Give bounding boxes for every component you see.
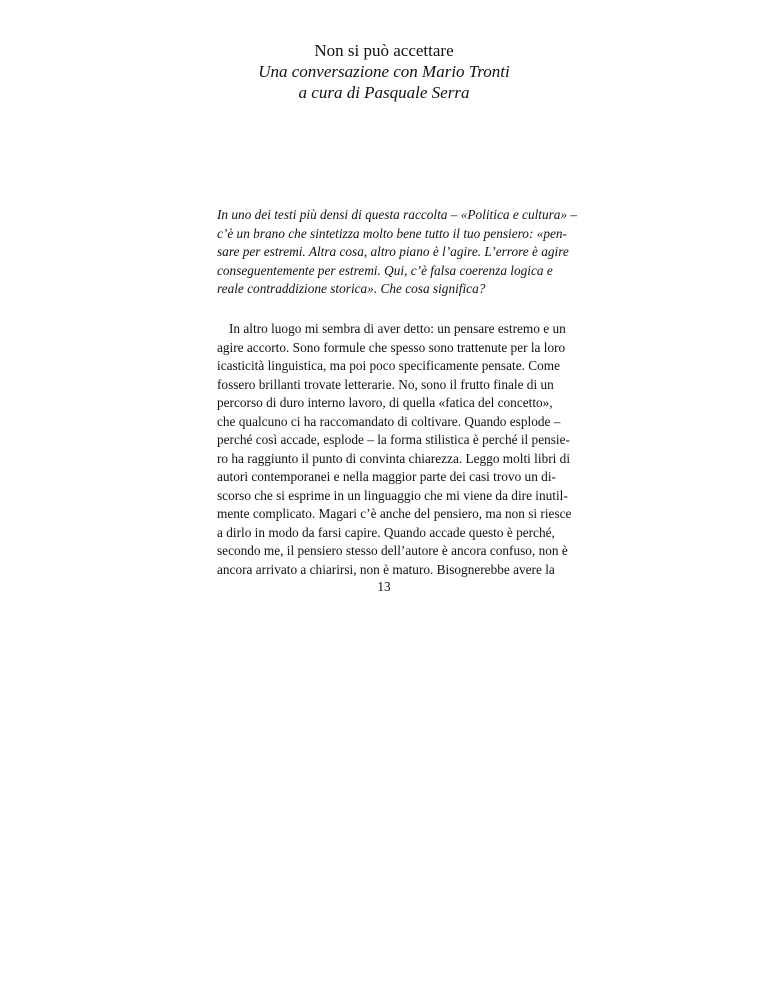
page-number: 13 — [377, 579, 391, 594]
question-line: In uno dei testi più densi di questa raccolta – «Politica e cultura» – — [217, 207, 578, 222]
answer-line: ro ha raggiunto il punto di convinta chiarezza. Leggo molti libri di — [217, 450, 571, 466]
answer-line: ancora arrivato a chiarirsi, non è maturo. Bisognerebbe avere la — [217, 561, 555, 577]
answer-line: che qualcuno ci ha raccomandato di coltivare. Quando esplode – — [217, 413, 561, 429]
interview-answer — [217, 320, 572, 579]
answer-line: percorso di duro interno lavoro, di quella «fatica del concetto», — [217, 395, 553, 410]
interview-question — [217, 206, 578, 299]
answer-line: mente complicato. Magari c’è anche del pensiero, ma non si riesce — [217, 506, 572, 521]
answer-line: scorso che si esprime in un linguaggio che mi viene da dire inutil- — [217, 487, 568, 503]
chapter-title: Non si può accettare — [314, 41, 454, 60]
question-line: conseguentemente per estremi. Qui, c’è falsa coerenza logica e — [217, 262, 553, 278]
chapter-subtitle: Una conversazione con Mario Tronti — [258, 62, 510, 81]
question-line: sare per estremi. Altra cosa, altro piano è l’agire. L’errore è agire — [217, 244, 569, 259]
answer-line: In altro luogo mi sembra di aver detto: un pensare estremo e un — [229, 321, 566, 336]
question-line: c’è un brano che sintetizza molto bene tutto il tuo pensiero: «pen- — [217, 225, 567, 241]
answer-line: autori contemporanei e nella maggior parte dei casi trovo un di- — [217, 469, 556, 484]
chapter-editor: a cura di Pasquale Serra — [298, 83, 470, 102]
answer-line: fossero brillanti trovate letterarie. No, sono il frutto finale di un — [217, 376, 554, 392]
answer-line: icasticità linguistica, ma poi poco specificamente pensate. Come — [217, 358, 561, 373]
answer-line: agire accorto. Sono formule che spesso sono trattenute per la loro — [217, 339, 566, 355]
answer-line: a dirlo in modo da farsi capire. Quando accade questo è perché, — [217, 524, 555, 540]
answer-line: secondo me, il pensiero stesso dell’autore è ancora confuso, non è — [217, 543, 568, 558]
chapter-heading — [0, 40, 768, 103]
question-line: reale contraddizione storica». Che cosa significa? — [217, 281, 486, 296]
answer-line: perché così accade, esplode – la forma stilistica è perché il pensie- — [217, 432, 570, 447]
